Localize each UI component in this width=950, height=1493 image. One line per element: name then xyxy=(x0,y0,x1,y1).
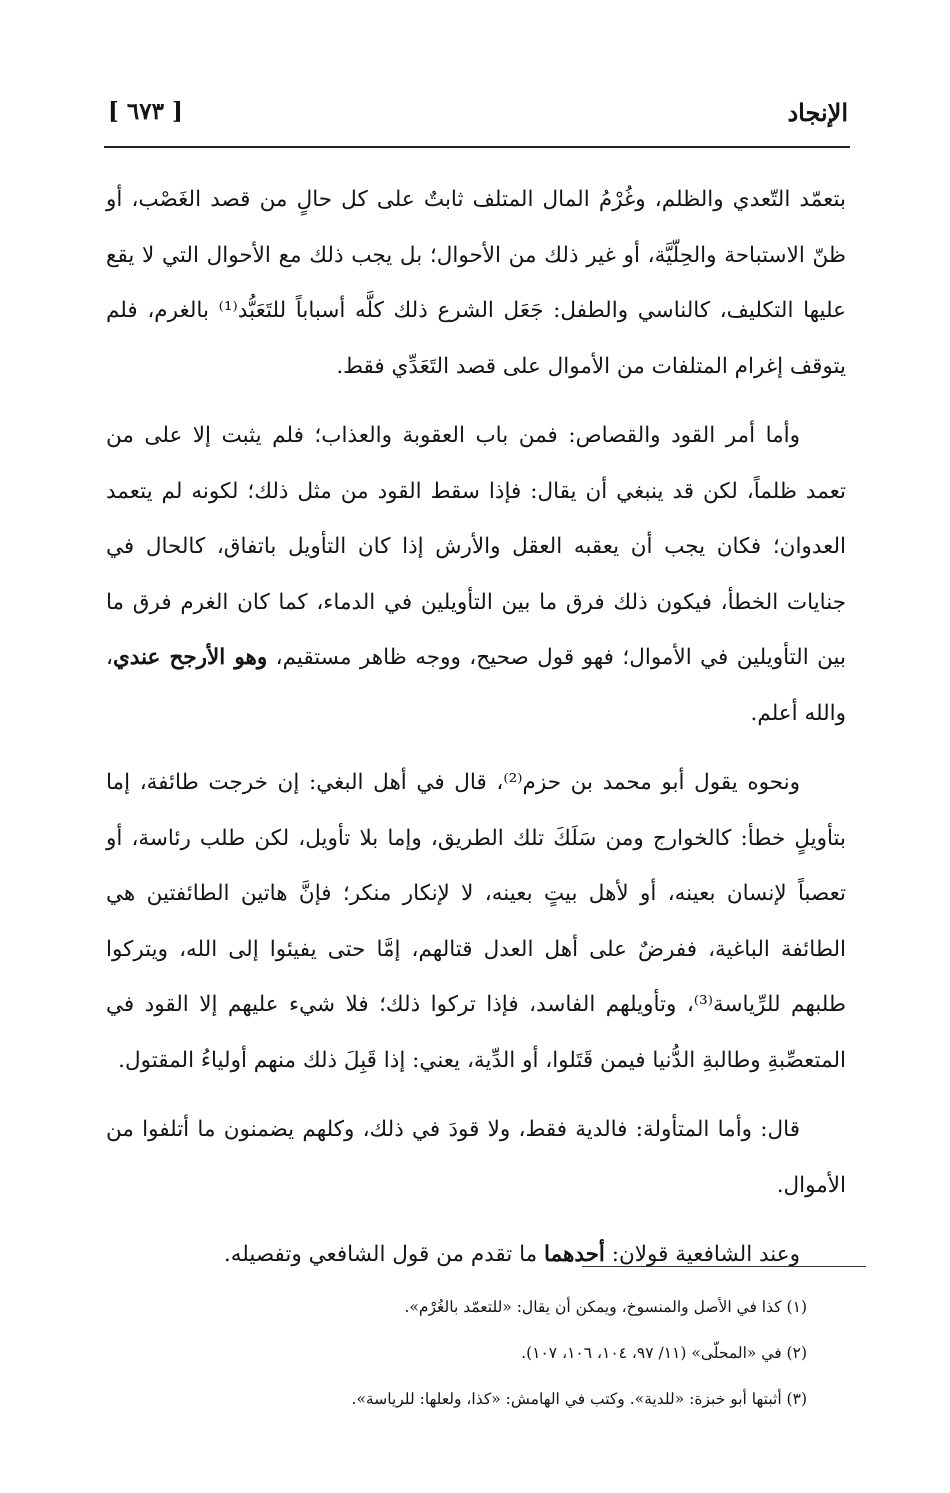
header-rule xyxy=(104,146,850,148)
paragraph-2 xyxy=(106,408,846,741)
paragraph-5-text: وعند الشافعية قولان: xyxy=(604,1242,800,1267)
footnotes xyxy=(110,1284,807,1422)
paragraph-3-text: ونحوه يقول أبو محمد بن حزم⁽²⁾، قال في أهل البغي: إن خرجت طائفة، إما بتأويلٍ خطأ: كالخوارج ومن سَلَكَ تلك الطريق، وإما بلا تأويل، لكن طلب رئاسة، أو تعصباً لإنسان بعينه، أو لأهل بيتٍ بعينه، لا لإنكار منكر؛ فإنَّ هاتين الطائفتين هي الطائفة الباغية، ففرضٌ على أهل العدل قتالهم، إمَّا حتى يفيئوا إلى الله، ويتركوا طلبهم للرِّياسة⁽³⁾، وتأويلهم الفاسد، فإذا تركوا ذلك؛ فلا شيء عليهم إلا القود في المتعصِّبةِ وطالبةِ الدُّنيا فيمن قَتَلوا، أو الدِّية، يعني: إذا قَبِلَ ذلك منهم أولياءُ المقتول. xyxy=(106,770,846,1073)
footnote-1: (١) كذا في الأصل والمنسوخ، ويمكن أن يقال: «للتعمّد بالغُرْم». xyxy=(404,1298,807,1316)
running-title: الإنجاد xyxy=(787,98,848,127)
footnote-2: (٢) في «المحلّى» (١١/ ٩٧، ١٠٤، ١٠٦، ١٠٧). xyxy=(521,1344,807,1362)
paragraph-2-bold: وهو الأرجح عندي xyxy=(112,645,268,670)
paragraph-2-tail: ، والله أعلم. xyxy=(106,645,846,726)
page-number: [ ٦٧٣ ] xyxy=(108,98,183,125)
paragraph-5-bold: أحدهما xyxy=(544,1242,605,1267)
footnote-3: (٣) أثبتها أبو خبزة: «للدية». وكتب في الهامش: «كذا، ولعلها: للرياسة». xyxy=(351,1390,807,1408)
paragraph-4 xyxy=(106,1102,846,1213)
main-text xyxy=(106,172,846,1297)
footnote-separator xyxy=(582,1266,866,1267)
paragraph-2-text: وأما أمر القود والقصاص: فمن باب العقوبة والعذاب؛ فلم يثبت إلا على من تعمد ظلماً، لكن قد ينبغي أن يقال: فإذا سقط القود من مثل ذلك؛ لكونه لم يتعمد العدوان؛ فكان يجب أن يعقبه العقل والأرش إذا كان التأويل باتفاق، كالحال في جنايات الخطأ، فيكون ذلك فرق ما بين التأويلين في الدماء، كما كان الغرم فرق ما بين التأويلين في الأموال؛ فهو قول صحيح، ووجه ظاهر مستقيم، xyxy=(106,423,846,670)
paragraph-5-tail: ما تقدم من قول الشافعي وتفصيله. xyxy=(223,1242,545,1267)
page-header xyxy=(108,98,848,134)
paragraph-1 xyxy=(106,172,846,394)
paragraph-4-text: قال: وأما المتأولة: فالدية فقط، ولا قودَ في ذلك، وكلهم يضمنون ما أتلفوا من الأموال. xyxy=(106,1117,846,1198)
paragraph-3 xyxy=(106,755,846,1088)
paragraph-5 xyxy=(106,1227,846,1283)
paragraph-1-text: بتعمّد التّعدي والظلم، وغُرْمُ المال المتلف ثابتٌ على كل حالٍ من قصد الغَصْب، أو ظنّ الاستباحة والحِلّيَّة، أو غير ذلك من الأحوال؛ بل يجب ذلك مع الأحوال التي لا يقع عليها التكليف، كالناسي والطفل: جَعَل الشرع ذلك كلَّه أسباباً للتَعَبُّد⁽¹⁾ بالغرم، فلم يتوقف إغرام المتلفات من الأموال على قصد التَعَدِّي فقط. xyxy=(106,187,846,379)
